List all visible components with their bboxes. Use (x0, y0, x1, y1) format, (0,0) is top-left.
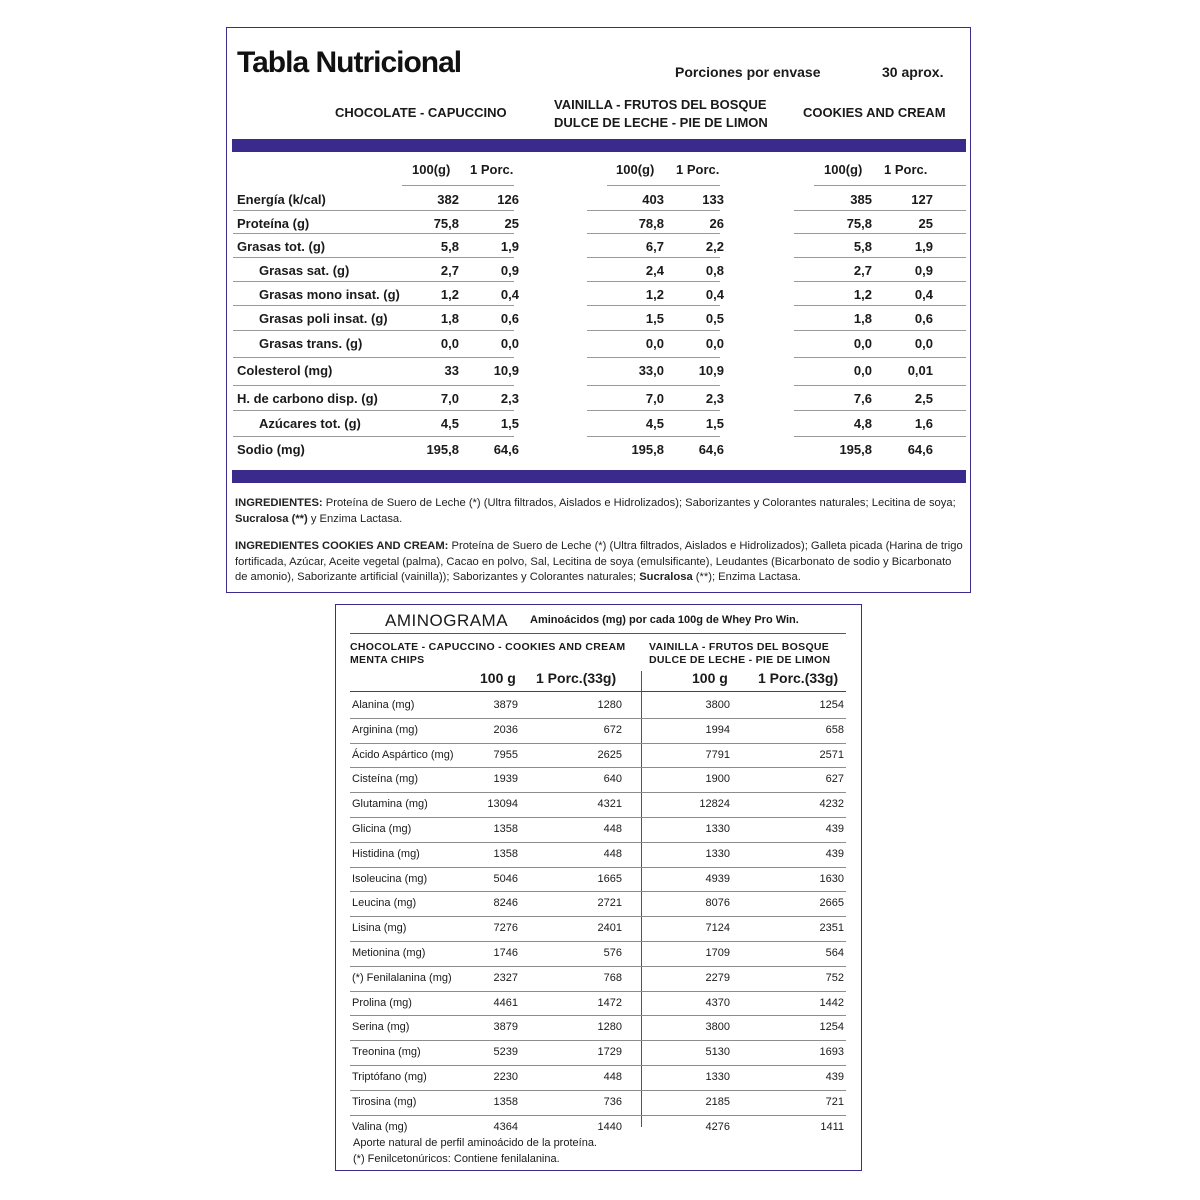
row-divider (794, 410, 966, 411)
nutrition-row (233, 307, 966, 331)
servings-label: Porciones por envase (675, 64, 821, 80)
nutrient-value: 7,0 (645, 391, 664, 406)
nutrition-row (233, 235, 966, 259)
col-porc-2: 1 Porc. (676, 162, 720, 177)
aminoacid-row (350, 1066, 846, 1090)
aminoacid-label: Ácido Aspártico (mg) (352, 749, 454, 761)
aminogram-subtitle: Aminoácidos (mg) por cada 100g de Whey Pro Win. (530, 614, 799, 626)
row-divider (233, 436, 514, 437)
aminoacid-value: 1630 (819, 873, 844, 885)
aminoacid-value: 627 (825, 773, 844, 785)
nutrient-value: 1,8 (440, 311, 459, 326)
row-divider (233, 305, 514, 306)
nutrient-value: 0,0 (500, 336, 519, 351)
aminoacid-value: 2230 (493, 1071, 518, 1083)
nutrient-value: 0,01 (907, 363, 933, 378)
nutrition-row (233, 259, 966, 283)
nutrient-value: 4,8 (853, 416, 872, 431)
nutrient-value: 133 (702, 192, 724, 207)
aminoacid-value: 1358 (493, 823, 518, 835)
nutrient-value: 78,8 (638, 216, 664, 231)
aminogram-left-flavors-line-1: CHOCOLATE - CAPUCCINO - COOKIES AND CREAM (350, 641, 626, 653)
aminoacid-row (350, 892, 846, 916)
nutrient-value: 1,2 (440, 287, 459, 302)
aminoacid-value: 8246 (493, 897, 518, 909)
aminoacid-value: 439 (825, 848, 844, 860)
aminoacid-value: 4232 (819, 798, 844, 810)
aminoacid-value: 3879 (493, 1021, 518, 1033)
nutrient-value: 64,6 (907, 442, 933, 457)
aminoacid-value: 1358 (493, 848, 518, 860)
aminoacid-row (350, 992, 846, 1016)
row-divider (233, 281, 514, 282)
aminoacid-value: 768 (603, 972, 622, 984)
aminogram-col-porc-left: 1 Porc.(33g) (536, 670, 617, 686)
aminoacid-value: 448 (603, 848, 622, 860)
aminoacid-value: 1280 (597, 699, 622, 711)
nutrient-value: 0,0 (853, 363, 872, 378)
nutrition-row (233, 188, 966, 212)
nutrient-label: Grasas poli insat. (g) (259, 311, 388, 326)
aminoacid-value: 448 (603, 823, 622, 835)
aminogram-panel (335, 604, 862, 1171)
nutrient-value: 2,4 (645, 263, 664, 278)
aminogram-left-flavors-line-2: MENTA CHIPS (350, 654, 425, 666)
nutrient-value: 5,8 (853, 239, 872, 254)
nutrient-value: 75,8 (846, 216, 872, 231)
aminoacid-value: 576 (603, 947, 622, 959)
ingredients-cc-text-end: (**); Enzima Lactasa. (692, 571, 801, 583)
row-divider (794, 305, 966, 306)
aminoacid-value: 1994 (705, 724, 730, 736)
row-divider (587, 436, 720, 437)
nutrient-value: 0,4 (914, 287, 933, 302)
aminoacid-value: 1440 (597, 1121, 622, 1133)
nutrient-value: 195,8 (839, 442, 872, 457)
nutrient-value: 0,0 (440, 336, 459, 351)
nutrition-row (233, 283, 966, 307)
aminoacid-value: 2571 (819, 749, 844, 761)
nutrient-value: 2,2 (705, 239, 724, 254)
flavor-group-2-line-1: VAINILLA - FRUTOS DEL BOSQUE (554, 97, 767, 112)
ingredients-text: Proteína de Suero de Leche (*) (Ultra filtrados, Aislados e Hidrolizados); Saborizantes y Colorantes naturales; Lecitina de soya; (322, 497, 956, 509)
row-divider (233, 233, 514, 234)
aminogram-footnote-1: Aporte natural de perfil aminoácido de la proteína. (353, 1137, 597, 1149)
nutrient-value: 382 (437, 192, 459, 207)
aminoacid-row (350, 1091, 846, 1115)
nutrient-value: 0,4 (500, 287, 519, 302)
row-divider (233, 357, 514, 358)
nutrient-value: 10,9 (698, 363, 724, 378)
nutrient-label: Grasas tot. (g) (237, 239, 326, 254)
nutrient-value: 1,2 (645, 287, 664, 302)
aminoacid-value: 7955 (493, 749, 518, 761)
nutrient-value: 1,5 (500, 416, 519, 431)
aminoacid-label: Glicina (mg) (352, 823, 412, 835)
row-divider (587, 257, 720, 258)
aminogram-col-100g-right: 100 g (692, 670, 728, 686)
aminoacid-label: Triptófano (mg) (352, 1071, 427, 1083)
aminoacid-label: Valina (mg) (352, 1121, 408, 1133)
row-divider (587, 330, 720, 331)
nutrient-value: 2,7 (440, 263, 459, 278)
nutrient-value: 1,6 (914, 416, 933, 431)
aminoacid-value: 4364 (493, 1121, 518, 1133)
aminoacid-value: 1900 (705, 773, 730, 785)
nutrition-row (233, 332, 966, 356)
nutrient-value: 1,9 (914, 239, 933, 254)
aminoacid-value: 2279 (705, 972, 730, 984)
nutrient-label: Proteína (g) (237, 216, 310, 231)
aminoacid-value: 1330 (705, 848, 730, 860)
aminoacid-value: 439 (825, 823, 844, 835)
row-divider (587, 385, 720, 386)
nutrient-value: 33 (444, 363, 459, 378)
row-divider (233, 257, 514, 258)
nutrient-value: 126 (497, 192, 519, 207)
nutrient-value: 26 (709, 216, 724, 231)
nutrient-value: 25 (918, 216, 933, 231)
aminoacid-label: Leucina (mg) (352, 897, 417, 909)
aminoacid-value: 1330 (705, 823, 730, 835)
aminoacid-row (350, 719, 846, 743)
col-100g-3: 100(g) (824, 162, 863, 177)
ingredients-label: INGREDIENTES: (235, 497, 323, 509)
aminoacid-label: Histidina (mg) (352, 848, 420, 860)
row-divider (794, 257, 966, 258)
row-divider (794, 233, 966, 234)
nutrient-value: 0,0 (914, 336, 933, 351)
nutrition-title: Tabla Nutricional (237, 46, 462, 79)
nutrition-row (233, 387, 966, 411)
aminoacid-value: 1939 (493, 773, 518, 785)
nutrient-value: 7,0 (440, 391, 459, 406)
aminoacid-label: Isoleucina (mg) (352, 873, 428, 885)
flavor-group-1: CHOCOLATE - CAPUCCINO (335, 105, 507, 120)
nutrient-value: 64,6 (493, 442, 519, 457)
nutrient-label: Energía (k/cal) (237, 192, 326, 207)
aminoacid-row (350, 942, 846, 966)
aminoacid-value: 448 (603, 1071, 622, 1083)
aminoacid-row (350, 694, 846, 718)
aminoacid-value: 4461 (493, 997, 518, 1009)
aminoacid-value: 4370 (705, 997, 730, 1009)
aminoacid-label: Arginina (mg) (352, 724, 419, 736)
aminogram-col-porc-right: 1 Porc.(33g) (758, 670, 839, 686)
aminoacid-value: 2665 (819, 897, 844, 909)
aminoacid-value: 2036 (493, 724, 518, 736)
aminogram-right-flavors-line-1: VAINILLA - FRUTOS DEL BOSQUE (649, 641, 830, 653)
row-divider (794, 357, 966, 358)
nutrient-value: 127 (911, 192, 933, 207)
aminoacid-value: 1729 (597, 1046, 622, 1058)
aminoacid-value: 1709 (705, 947, 730, 959)
row-divider (587, 210, 720, 211)
aminoacid-row (350, 818, 846, 842)
aminoacid-label: Glutamina (mg) (352, 798, 428, 810)
nutrient-value: 1,9 (500, 239, 519, 254)
header-band (232, 139, 966, 152)
aminoacid-value: 1411 (820, 1121, 844, 1133)
aminoacid-value: 7124 (705, 922, 730, 934)
aminoacid-row (350, 843, 846, 867)
aminoacid-value: 5130 (705, 1046, 730, 1058)
row-divider (587, 305, 720, 306)
aminoacid-row (350, 917, 846, 941)
aminoacid-value: 658 (825, 724, 844, 736)
aminoacid-value: 7791 (705, 749, 730, 761)
nutrient-value: 0,5 (705, 311, 724, 326)
row-divider (794, 281, 966, 282)
nutrient-label: H. de carbono disp. (g) (237, 391, 378, 406)
nutrient-value: 0,9 (914, 263, 933, 278)
col-porc-3: 1 Porc. (884, 162, 928, 177)
nutrition-row (233, 438, 966, 462)
nutrient-value: 195,8 (426, 442, 459, 457)
aminoacid-value: 721 (825, 1096, 844, 1108)
nutrient-value: 1,2 (853, 287, 872, 302)
nutrient-value: 0,9 (500, 263, 519, 278)
row-divider (233, 385, 514, 386)
aminoacid-label: (*) Fenilalanina (mg) (352, 972, 452, 984)
nutrient-label: Azúcares tot. (g) (259, 416, 361, 431)
aminoacid-value: 3879 (493, 699, 518, 711)
nutrient-label: Grasas mono insat. (g) (259, 287, 400, 302)
row-divider (794, 385, 966, 386)
row-divider (587, 357, 720, 358)
row-divider (587, 410, 720, 411)
nutrient-value: 2,7 (853, 263, 872, 278)
aminoacid-label: Alanina (mg) (352, 699, 415, 711)
aminoacid-value: 2327 (493, 972, 518, 984)
aminoacid-value: 1442 (819, 997, 844, 1009)
aminoacid-value: 2185 (705, 1096, 730, 1108)
col-porc-1: 1 Porc. (470, 162, 514, 177)
aminoacid-label: Tirosina (mg) (352, 1096, 417, 1108)
aminoacid-value: 1330 (705, 1071, 730, 1083)
nutrient-value: 0,8 (705, 263, 724, 278)
nutrient-value: 75,8 (433, 216, 459, 231)
nutrient-value: 5,8 (440, 239, 459, 254)
row-divider (794, 436, 966, 437)
row-divider (233, 410, 514, 411)
nutrient-value: 4,5 (440, 416, 459, 431)
nutrient-value: 1,5 (705, 416, 724, 431)
servings-value: 30 aprox. (882, 64, 944, 80)
aminoacid-value: 4276 (705, 1121, 730, 1133)
aminoacid-value: 1693 (819, 1046, 844, 1058)
row-divider (587, 281, 720, 282)
nutrient-value: 195,8 (631, 442, 664, 457)
nutrition-table-panel (226, 27, 971, 593)
row-divider (794, 330, 966, 331)
aminoacid-label: Lisina (mg) (352, 922, 407, 934)
nutrient-value: 0,6 (914, 311, 933, 326)
aminoacid-label: Cisteína (mg) (352, 773, 419, 785)
nutrient-value: 403 (642, 192, 664, 207)
nutrient-value: 4,5 (645, 416, 664, 431)
aminoacid-label: Metionina (mg) (352, 947, 426, 959)
nutrient-value: 10,9 (493, 363, 519, 378)
ingredients-cc-sweetener: Sucralosa (639, 571, 693, 583)
aminogram-footnote-2: (*) Fenilcetonúricos: Contiene fenilalanina. (353, 1153, 560, 1165)
nutrient-label: Grasas trans. (g) (259, 336, 363, 351)
nutrient-value: 1,5 (645, 311, 664, 326)
aminoacid-value: 2625 (597, 749, 622, 761)
aminoacid-value: 3800 (705, 699, 730, 711)
aminoacid-row (350, 1041, 846, 1065)
aminogram-title: AMINOGRAMA (385, 611, 509, 630)
aminoacid-value: 7276 (493, 922, 518, 934)
row-divider (587, 233, 720, 234)
ingredients-general (235, 496, 965, 527)
aminoacid-value: 5046 (493, 873, 518, 885)
aminoacid-value: 3800 (705, 1021, 730, 1033)
aminoacid-value: 1280 (597, 1021, 622, 1033)
nutrient-value: 2,5 (914, 391, 933, 406)
col-100g-1: 100(g) (412, 162, 451, 177)
aminogram-right-flavors-line-2: DULCE DE LECHE - PIE DE LIMON (649, 654, 831, 666)
nutrient-value: 385 (850, 192, 872, 207)
aminoacid-row (350, 768, 846, 792)
aminoacid-row (350, 744, 846, 768)
aminoacid-value: 5239 (493, 1046, 518, 1058)
aminoacid-value: 1746 (493, 947, 518, 959)
aminoacid-value: 4939 (705, 873, 730, 885)
aminoacid-value: 1472 (597, 997, 622, 1009)
nutrition-row (233, 412, 966, 436)
aminoacid-value: 13094 (487, 798, 518, 810)
aminoacid-value: 12824 (699, 798, 730, 810)
aminoacid-value: 2721 (597, 897, 622, 909)
nutrient-value: 64,6 (698, 442, 724, 457)
ingredients-cookies-and-cream (235, 539, 965, 586)
aminoacid-row (350, 793, 846, 817)
flavor-group-3: COOKIES AND CREAM (803, 105, 946, 120)
nutrient-value: 0,6 (500, 311, 519, 326)
nutrient-value: 0,0 (705, 336, 724, 351)
nutrient-label: Sodio (mg) (237, 442, 305, 457)
nutrient-value: 1,8 (853, 311, 872, 326)
nutrient-value: 0,0 (853, 336, 872, 351)
ingredients-cc-text: Proteína de Suero de Leche (*) (Ultra filtrados, Aislados e Hidrolizados); Galleta picada (Harina de trigo fortificada, Azúcar, Aceite vegetal (palma), Cacao en polvo, Sal, Lecitina de soya (emulsificante), Leudantes (Bicarbonato de sodio y Bicarbonato de amonio), Saborizante artificial (vainilla)); Saborizantes y Colorantes naturales; (235, 540, 963, 583)
aminoacid-label: Serina (mg) (352, 1021, 410, 1033)
aminoacid-value: 736 (603, 1096, 622, 1108)
aminoacid-row (350, 868, 846, 892)
aminoacid-value: 752 (825, 972, 844, 984)
aminogram-title-rule (350, 633, 846, 634)
aminoacid-value: 1358 (493, 1096, 518, 1108)
aminoacid-value: 640 (603, 773, 622, 785)
nutrient-value: 25 (504, 216, 519, 231)
aminoacid-label: Prolina (mg) (352, 997, 412, 1009)
col-100g-2: 100(g) (616, 162, 655, 177)
footer-band (232, 470, 966, 483)
aminoacid-value: 439 (825, 1071, 844, 1083)
aminoacid-value: 564 (825, 947, 844, 959)
aminogram-header-rule (350, 691, 846, 692)
aminoacid-value: 8076 (705, 897, 730, 909)
nutrition-row (233, 359, 966, 383)
nutrient-value: 0,0 (645, 336, 664, 351)
aminogram-col-100g-left: 100 g (480, 670, 516, 686)
aminoacid-value: 1254 (819, 1021, 844, 1033)
aminoacid-value: 672 (603, 724, 622, 736)
flavor-group-2-line-2: DULCE DE LECHE - PIE DE LIMON (554, 115, 768, 130)
nutrient-value: 2,3 (705, 391, 724, 406)
aminoacid-value: 1254 (819, 699, 844, 711)
nutrient-value: 33,0 (638, 363, 664, 378)
col-header-underline-3 (814, 185, 966, 186)
col-header-underline-2 (607, 185, 720, 186)
row-divider (233, 210, 514, 211)
col-header-underline-1 (402, 185, 514, 186)
row-divider (794, 210, 966, 211)
aminoacid-value: 4321 (597, 798, 622, 810)
row-divider (233, 330, 514, 331)
aminoacid-row (350, 967, 846, 991)
nutrient-value: 0,4 (705, 287, 724, 302)
ingredients-cc-label: INGREDIENTES COOKIES AND CREAM: (235, 540, 449, 552)
nutrient-value: 6,7 (645, 239, 664, 254)
nutrient-value: 7,6 (853, 391, 872, 406)
ingredients-text-end: y Enzima Lactasa. (307, 512, 403, 525)
nutrient-value: 2,3 (500, 391, 519, 406)
aminoacid-value: 1665 (597, 873, 622, 885)
ingredients-sweetener: Sucralosa (**) (235, 512, 308, 525)
aminoacid-value: 2351 (819, 922, 844, 934)
nutrient-label: Grasas sat. (g) (259, 263, 350, 278)
aminoacid-row (350, 1016, 846, 1040)
aminoacid-label: Treonina (mg) (352, 1046, 421, 1058)
nutrient-label: Colesterol (mg) (237, 363, 333, 378)
aminoacid-value: 2401 (597, 922, 622, 934)
